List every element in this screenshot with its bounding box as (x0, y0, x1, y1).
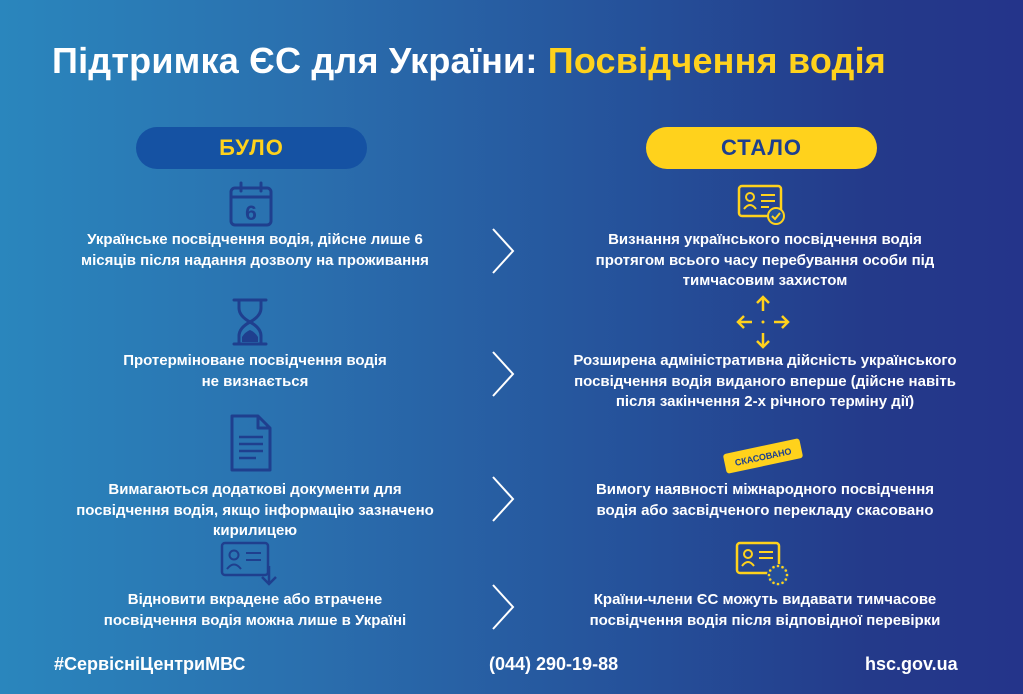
calendar-number: 6 (245, 202, 257, 225)
after-text-1 (555, 230, 975, 292)
phone-number: (044) 290-19-88 (489, 654, 619, 674)
text-line: Визнання українського посвідчення водія (608, 231, 922, 248)
chevron-right-icon (490, 226, 516, 276)
text-line: кирилицею (212, 522, 298, 539)
title-main: Підтримка ЄС для України: (52, 40, 548, 81)
title-accent: Посвідчення водія (547, 40, 886, 81)
after-text-2 (555, 351, 975, 413)
after-text-4 (555, 590, 975, 631)
text-line: посвідчення водія, якщо інформацію зазначено (76, 501, 434, 519)
text-line: Розширена адміністративна дійсність українського (573, 352, 957, 369)
license-download-icon (219, 540, 283, 590)
document-icon (228, 413, 274, 473)
chevron-right-icon (490, 474, 516, 524)
before-text-3 (55, 480, 455, 542)
text-line: Відновити вкрадене або втрачене (127, 591, 383, 608)
text-line: місяців після надання дозволу на проживання (81, 251, 429, 269)
text-line: Вимагаються додаткові документи для (108, 481, 402, 498)
text-line: протягом всього часу перебування особи під (595, 251, 935, 269)
text-line: Протерміноване посвідчення водія (123, 352, 387, 369)
chevron-right-icon (490, 582, 516, 632)
page-title (52, 40, 886, 82)
text-line: Вимогу наявності міжнародного посвідчення (595, 481, 935, 498)
text-line: тимчасовим захистом (682, 272, 848, 289)
text-line: посвідчення водія виданого вперше (дійсне навіть (574, 372, 956, 390)
text-line: посвідчення водія після відповідної перевірки (589, 611, 941, 629)
text-line: не визнається (201, 372, 309, 390)
before-text-1 (55, 230, 455, 271)
before-label: БУЛО (136, 127, 367, 169)
after-text-3 (555, 480, 975, 521)
stamp-text: СКАСОВАНО (733, 446, 793, 468)
hourglass-icon (229, 296, 271, 348)
before-text-4 (55, 590, 455, 631)
expand-arrows-icon (733, 292, 793, 352)
website-link[interactable]: hsc.gov.ua (865, 654, 958, 674)
text-line: водія або засвідченого перекладу скасовано (596, 501, 934, 519)
calendar-icon (227, 180, 275, 228)
license-eu-icon (734, 540, 796, 590)
cancelled-stamp-icon (718, 436, 808, 476)
text-line: після закінчення 2-х річного терміну дії) (615, 393, 915, 410)
before-text-2 (55, 351, 455, 392)
text-line: Країни-члени ЄС можуть видавати тимчасове (593, 591, 937, 608)
license-check-icon (736, 183, 788, 227)
after-label: СТАЛО (646, 127, 877, 169)
hashtag: #СервісніЦентриМВС (54, 654, 246, 674)
text-line: посвідчення водія можна лише в Україні (103, 611, 407, 629)
text-line: Українське посвідчення водія, дійсне лише 6 (87, 231, 423, 248)
chevron-right-icon (490, 349, 516, 399)
